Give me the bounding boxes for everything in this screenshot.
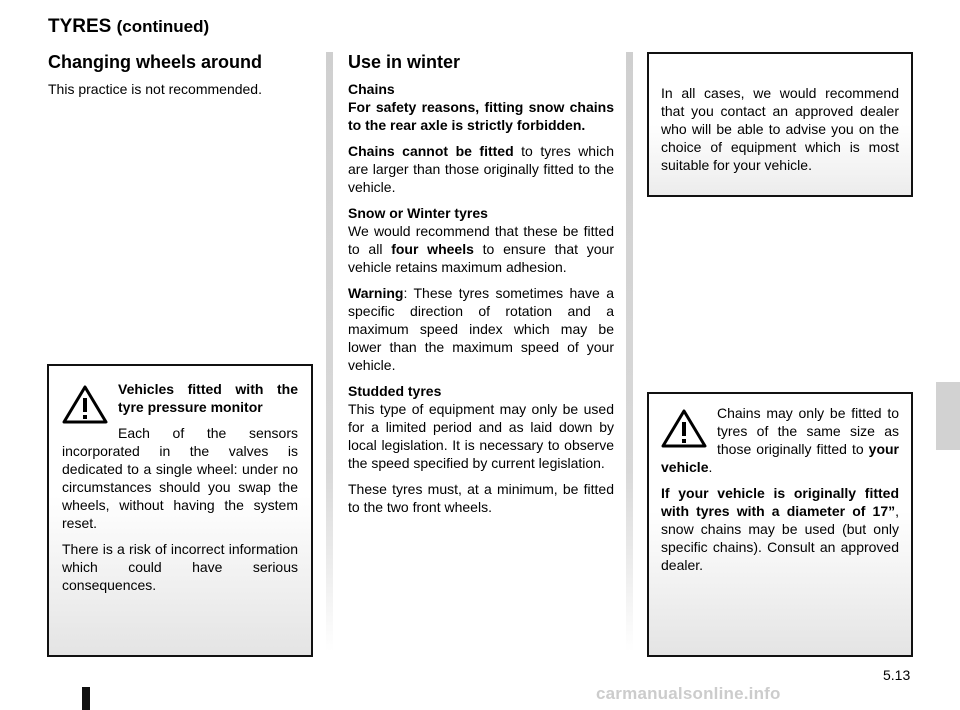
chains-title: Chains — [348, 81, 395, 97]
warning-triangle-icon — [62, 384, 108, 424]
left-column — [48, 52, 313, 106]
warning-label: Warning — [348, 285, 404, 301]
section-side-tab — [936, 382, 960, 450]
chains-warning-bold: your vehicle — [661, 441, 899, 475]
chains-17-bold: If your vehicle is originally fitted with tyres with a diameter of 17” — [661, 485, 899, 519]
chains-warning-pre: Chains may only be fitted to tyres of the same size as those originally fitted to — [717, 405, 899, 457]
chains-cannot-bold: Chains cannot be fitted — [348, 143, 514, 159]
section-heading-changing-wheels: Changing wheels around — [48, 52, 263, 72]
chains-cannot-paragraph — [348, 142, 614, 196]
dealer-info-box — [647, 52, 913, 197]
dealer-info-text: In all cases, we would recommend that you contact an approved dealer who will be able to advise you on the choice of equipment which is most suitable for your vehicle. — [661, 85, 899, 173]
warning-text-1: Each of the sensors incorporated in the valves is dedicated to a single wheel: under no circumstances should you swap the wheels, without having the system reset. — [62, 425, 298, 531]
warning-triangle-icon — [661, 408, 707, 448]
studded-text: This type of equipment may only be used for a limited period and as laid down by local legislation. It is necessary to observe the speed specified by current legislation. — [348, 401, 614, 471]
chains-cannot-text: to tyres which are larger than those originally fitted to the vehicle. — [348, 143, 614, 195]
snow-tyres-title: Snow or Winter tyres — [348, 205, 488, 221]
chains-17-text: , snow chains may be used (but only specific chains). Consult an approved dealer. — [661, 503, 899, 573]
warning-title: Vehicles fitted with the tyre pressure monitor — [118, 381, 298, 415]
snow-tyres-paragraph — [348, 204, 614, 276]
page-title-main: TYRES — [48, 16, 112, 37]
chains-warning-text-2 — [661, 484, 899, 574]
snow-tyres-four-wheels: four wheels — [391, 241, 474, 257]
changing-wheels-text: This practice is not recommended. — [48, 81, 262, 97]
warning-text: : These tyres sometimes have a specific direction of rotation and a maximum speed index which may be lower than the maximum speed of your vehicle. — [348, 285, 614, 373]
studded-title: Studded tyres — [348, 383, 442, 399]
snow-tyres-text-post: to ensure that your vehicle retains maximum adhesion. — [348, 241, 614, 275]
front-wheels-text: These tyres must, at a minimum, be fitted to the two front wheels. — [348, 481, 614, 515]
page-title-suffix: (continued) — [116, 17, 210, 36]
studded-paragraph — [348, 382, 614, 472]
chains-safety-text: For safety reasons, fitting snow chains to the rear axle is strictly forbidden. — [348, 99, 614, 133]
warning-text-2: There is a risk of incorrect information which could have serious consequences. — [62, 541, 298, 593]
column-divider-right — [626, 52, 633, 652]
chains-warning-post: . — [708, 459, 713, 475]
page-number: 5.13 — [883, 667, 911, 683]
section-heading-winter: Use in winter — [348, 52, 461, 72]
watermark: carmanualsonline.info — [596, 684, 781, 703]
page-title — [48, 16, 209, 38]
tyre-pressure-warning-box — [47, 364, 313, 657]
column-divider-left — [326, 52, 333, 652]
warning-paragraph — [348, 284, 614, 374]
corner-mark — [82, 687, 90, 710]
snow-tyres-text-pre: We would recommend that these be fitted to all — [348, 223, 614, 257]
chains-warning-box — [647, 392, 913, 657]
middle-column — [348, 52, 614, 524]
